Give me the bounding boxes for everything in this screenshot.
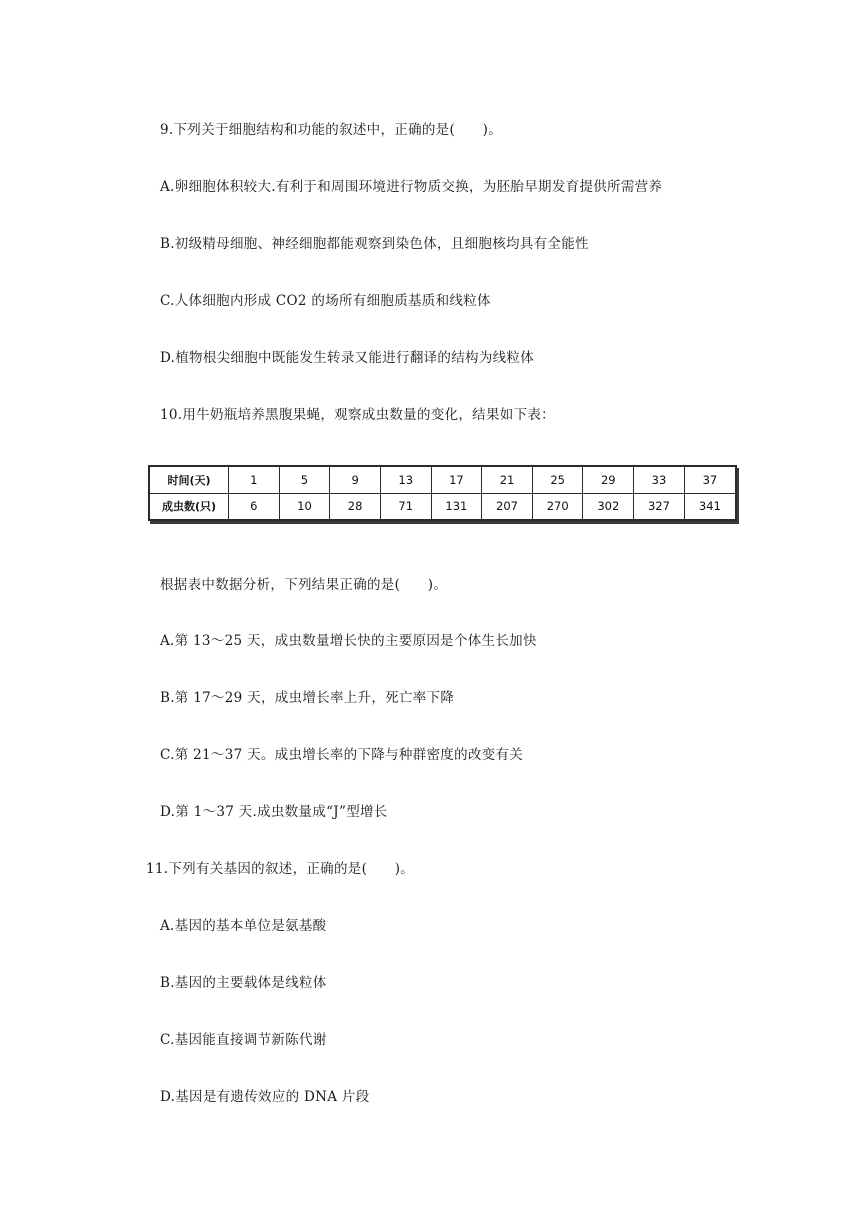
table-cell-count: 71 xyxy=(380,493,431,519)
q9-stem: 9.下列关于细胞结构和功能的叙述中，正确的是( )。 xyxy=(160,122,503,138)
q9-option-b: B.初级精母细胞、神经细胞都能观察到染色体，且细胞核均具有全能性 xyxy=(160,236,589,252)
table-cell-day: 29 xyxy=(583,467,634,493)
table-cell-day: 21 xyxy=(482,467,533,493)
table-cell-count: 28 xyxy=(330,493,381,519)
table-cell-count: 341 xyxy=(684,493,735,519)
table-header-time: 时间(天) xyxy=(150,467,229,493)
table-cell-day: 13 xyxy=(380,467,431,493)
table-cell-count: 327 xyxy=(634,493,685,519)
table-cell-count: 10 xyxy=(279,493,330,519)
table-cell-day: 25 xyxy=(532,467,583,493)
q9-option-a: A.卵细胞体积较大.有利于和周围环境进行物质交换，为胚胎早期发育提供所需营养 xyxy=(160,179,663,195)
q10-option-c: C.第 21～37 天。成虫增长率的下降与种群密度的改变有关 xyxy=(160,747,524,763)
table-cell-day: 9 xyxy=(330,467,381,493)
q9-option-d: D.植物根尖细胞中既能发生转录又能进行翻译的结构为线粒体 xyxy=(160,350,535,366)
q10-option-b: B.第 17～29 天，成虫增长率上升，死亡率下降 xyxy=(160,690,455,706)
table-cell-count: 207 xyxy=(482,493,533,519)
table-cell-day: 37 xyxy=(684,467,735,493)
table-cell-day: 17 xyxy=(431,467,482,493)
table-cell-day: 33 xyxy=(634,467,685,493)
q11-option-a: A.基因的基本单位是氨基酸 xyxy=(160,918,327,934)
q10-option-d: D.第 1～37 天.成虫数量成“J”型增长 xyxy=(160,804,388,820)
q10-follow-question: 根据表中数据分析，下列结果正确的是( )。 xyxy=(160,577,448,593)
fruitfly-data-table xyxy=(148,465,737,521)
table-cell-day: 5 xyxy=(279,467,330,493)
q11-option-c: C.基因能直接调节新陈代谢 xyxy=(160,1032,327,1048)
q11-stem: 11.下列有关基因的叙述，正确的是( )。 xyxy=(146,861,415,877)
table-header-count: 成虫数(只) xyxy=(150,493,229,519)
table-row-time xyxy=(150,467,735,493)
table-cell-count: 6 xyxy=(229,493,280,519)
table-cell-count: 270 xyxy=(532,493,583,519)
q9-option-c: C.人体细胞内形成 CO2 的场所有细胞质基质和线粒体 xyxy=(160,293,491,309)
table-cell-day: 1 xyxy=(229,467,280,493)
q10-option-a: A.第 13～25 天，成虫数量增长快的主要原因是个体生长加快 xyxy=(160,633,537,649)
q11-option-d: D.基因是有遗传效应的 DNA 片段 xyxy=(160,1089,370,1105)
table-cell-count: 302 xyxy=(583,493,634,519)
q11-option-b: B.基因的主要载体是线粒体 xyxy=(160,975,327,991)
table-cell-count: 131 xyxy=(431,493,482,519)
q10-stem: 10.用牛奶瓶培养黑腹果蝇，观察成虫数量的变化，结果如下表： xyxy=(160,407,555,423)
table-row-count xyxy=(150,493,735,519)
